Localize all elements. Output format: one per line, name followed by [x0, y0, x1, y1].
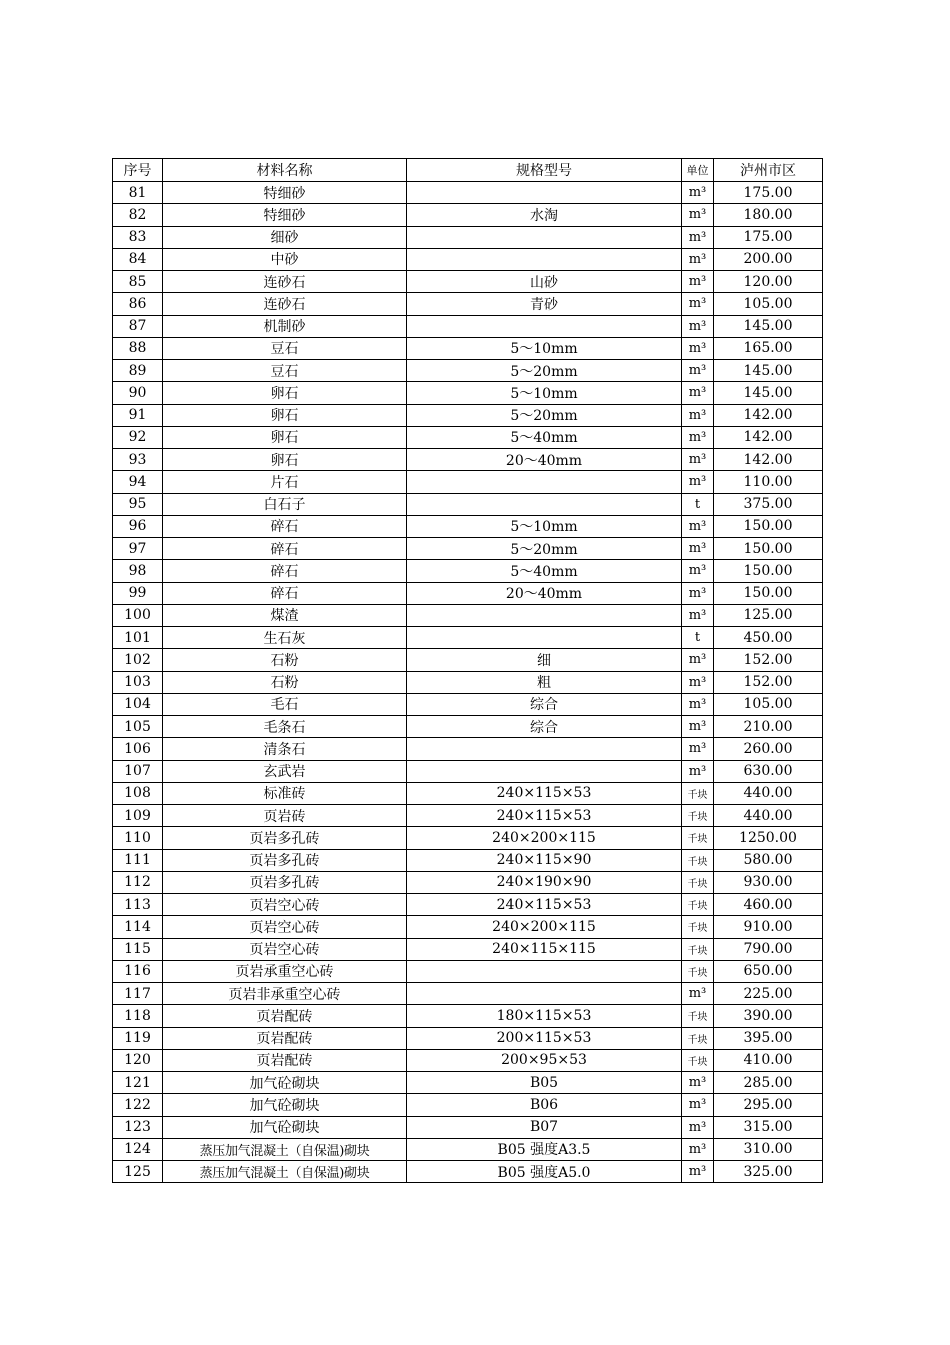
header-name: 材料名称 [163, 159, 407, 182]
cell-spec [407, 960, 682, 982]
cell-name: 页岩多孔砖 [163, 827, 407, 849]
cell-no: 113 [113, 894, 163, 916]
cell-no: 105 [113, 716, 163, 738]
table-row [113, 538, 823, 560]
cell-price: 150.00 [714, 582, 823, 604]
cell-unit: 千块 [682, 1027, 714, 1049]
cell-no: 118 [113, 1005, 163, 1027]
cell-no: 114 [113, 916, 163, 938]
table-row [113, 582, 823, 604]
cell-price: 125.00 [714, 604, 823, 626]
cell-spec: B05 强度A3.5 [407, 1138, 682, 1160]
cell-no: 117 [113, 983, 163, 1005]
cell-name: 碎石 [163, 538, 407, 560]
table-row [113, 493, 823, 515]
table-row [113, 1005, 823, 1027]
cell-price: 150.00 [714, 515, 823, 537]
table-row [113, 960, 823, 982]
table-row [113, 782, 823, 804]
table-row [113, 894, 823, 916]
cell-name: 加气砼砌块 [163, 1094, 407, 1116]
table-row [113, 337, 823, 359]
cell-unit: m³ [682, 760, 714, 782]
table-row [113, 226, 823, 248]
table-row [113, 1094, 823, 1116]
cell-spec: 240×115×53 [407, 782, 682, 804]
cell-no: 112 [113, 871, 163, 893]
cell-no: 97 [113, 538, 163, 560]
cell-price: 175.00 [714, 182, 823, 204]
cell-price: 145.00 [714, 315, 823, 337]
table-row [113, 271, 823, 293]
cell-name: 中砂 [163, 248, 407, 270]
cell-name: 页岩砖 [163, 805, 407, 827]
table-row [113, 360, 823, 382]
cell-spec: 山砂 [407, 271, 682, 293]
cell-spec: 5～40mm [407, 560, 682, 582]
cell-price: 142.00 [714, 449, 823, 471]
table-row [113, 515, 823, 537]
cell-name: 煤渣 [163, 604, 407, 626]
cell-price: 150.00 [714, 560, 823, 582]
cell-spec: 5～40mm [407, 426, 682, 448]
cell-unit: 千块 [682, 782, 714, 804]
cell-no: 110 [113, 827, 163, 849]
cell-spec: 240×115×53 [407, 805, 682, 827]
table-row [113, 1049, 823, 1071]
cell-no: 124 [113, 1138, 163, 1160]
cell-spec [407, 493, 682, 515]
cell-price: 315.00 [714, 1116, 823, 1138]
cell-name: 页岩配砖 [163, 1005, 407, 1027]
table-row [113, 938, 823, 960]
cell-no: 81 [113, 182, 163, 204]
cell-spec: 5～10mm [407, 515, 682, 537]
cell-unit: m³ [682, 1116, 714, 1138]
cell-unit: m³ [682, 471, 714, 493]
cell-name: 机制砂 [163, 315, 407, 337]
cell-name: 卵石 [163, 426, 407, 448]
cell-spec [407, 182, 682, 204]
header-spec: 规格型号 [407, 159, 682, 182]
cell-spec: 综合 [407, 693, 682, 715]
cell-no: 116 [113, 960, 163, 982]
cell-spec: 粗 [407, 671, 682, 693]
cell-price: 105.00 [714, 293, 823, 315]
cell-unit: 千块 [682, 871, 714, 893]
cell-unit: 千块 [682, 1049, 714, 1071]
cell-name: 石粉 [163, 671, 407, 693]
cell-spec [407, 738, 682, 760]
cell-spec: 5～10mm [407, 382, 682, 404]
table-row [113, 849, 823, 871]
table-row [113, 627, 823, 649]
cell-spec: 240×115×115 [407, 938, 682, 960]
cell-unit: m³ [682, 716, 714, 738]
cell-unit: m³ [682, 671, 714, 693]
table-row [113, 293, 823, 315]
table-row [113, 204, 823, 226]
cell-name: 卵石 [163, 382, 407, 404]
table-row [113, 1161, 823, 1183]
cell-name: 加气砼砌块 [163, 1116, 407, 1138]
table-row [113, 315, 823, 337]
cell-unit: 千块 [682, 849, 714, 871]
cell-no: 94 [113, 471, 163, 493]
cell-no: 106 [113, 738, 163, 760]
cell-no: 98 [113, 560, 163, 582]
cell-no: 88 [113, 337, 163, 359]
cell-spec: 5～20mm [407, 404, 682, 426]
cell-spec [407, 315, 682, 337]
cell-name: 页岩配砖 [163, 1027, 407, 1049]
table-row [113, 426, 823, 448]
header-unit: 单位 [682, 159, 714, 182]
cell-no: 83 [113, 226, 163, 248]
table-row [113, 471, 823, 493]
cell-unit: m³ [682, 360, 714, 382]
cell-no: 123 [113, 1116, 163, 1138]
cell-name: 页岩多孔砖 [163, 871, 407, 893]
cell-unit: m³ [682, 271, 714, 293]
table-row [113, 983, 823, 1005]
table-row [113, 671, 823, 693]
cell-spec: 5～10mm [407, 337, 682, 359]
table-row [113, 1116, 823, 1138]
cell-name: 豆石 [163, 360, 407, 382]
table-row [113, 693, 823, 715]
header-row [113, 159, 823, 182]
cell-name: 白石子 [163, 493, 407, 515]
table-row [113, 1072, 823, 1094]
cell-unit: 千块 [682, 938, 714, 960]
cell-name: 蒸压加气混凝土（自保温)砌块 [163, 1138, 407, 1160]
cell-unit: m³ [682, 1161, 714, 1183]
cell-no: 125 [113, 1161, 163, 1183]
cell-price: 310.00 [714, 1138, 823, 1160]
cell-spec [407, 627, 682, 649]
cell-name: 连砂石 [163, 293, 407, 315]
cell-price: 410.00 [714, 1049, 823, 1071]
cell-name: 毛条石 [163, 716, 407, 738]
cell-unit: m³ [682, 538, 714, 560]
cell-name: 细砂 [163, 226, 407, 248]
cell-price: 260.00 [714, 738, 823, 760]
cell-spec: 200×115×53 [407, 1027, 682, 1049]
cell-spec: B05 [407, 1072, 682, 1094]
cell-unit: m³ [682, 983, 714, 1005]
cell-price: 142.00 [714, 404, 823, 426]
cell-no: 91 [113, 404, 163, 426]
cell-spec: 5～20mm [407, 360, 682, 382]
cell-name: 豆石 [163, 337, 407, 359]
table-row [113, 827, 823, 849]
cell-spec [407, 226, 682, 248]
cell-price: 650.00 [714, 960, 823, 982]
cell-no: 107 [113, 760, 163, 782]
cell-price: 395.00 [714, 1027, 823, 1049]
cell-price: 142.00 [714, 426, 823, 448]
cell-name: 页岩非承重空心砖 [163, 983, 407, 1005]
header-price: 泸州市区 [714, 159, 823, 182]
cell-no: 108 [113, 782, 163, 804]
cell-name: 连砂石 [163, 271, 407, 293]
cell-no: 92 [113, 426, 163, 448]
cell-name: 页岩空心砖 [163, 938, 407, 960]
cell-price: 175.00 [714, 226, 823, 248]
cell-unit: m³ [682, 182, 714, 204]
cell-unit: 千块 [682, 805, 714, 827]
cell-spec: 水淘 [407, 204, 682, 226]
table-row [113, 738, 823, 760]
cell-price: 152.00 [714, 671, 823, 693]
cell-spec: 240×200×115 [407, 827, 682, 849]
cell-unit: m³ [682, 404, 714, 426]
cell-no: 101 [113, 627, 163, 649]
cell-price: 440.00 [714, 805, 823, 827]
cell-spec: 240×115×53 [407, 894, 682, 916]
cell-no: 95 [113, 493, 163, 515]
cell-name: 页岩空心砖 [163, 894, 407, 916]
cell-unit: m³ [682, 738, 714, 760]
table-row [113, 871, 823, 893]
table-row [113, 382, 823, 404]
table-row [113, 1138, 823, 1160]
cell-spec: B07 [407, 1116, 682, 1138]
cell-name: 页岩多孔砖 [163, 849, 407, 871]
cell-spec: 240×200×115 [407, 916, 682, 938]
cell-unit: m³ [682, 1094, 714, 1116]
cell-no: 100 [113, 604, 163, 626]
cell-name: 碎石 [163, 560, 407, 582]
cell-price: 930.00 [714, 871, 823, 893]
table-row [113, 760, 823, 782]
cell-spec: 综合 [407, 716, 682, 738]
cell-no: 122 [113, 1094, 163, 1116]
cell-price: 630.00 [714, 760, 823, 782]
cell-unit: m³ [682, 649, 714, 671]
cell-spec: 20～40mm [407, 449, 682, 471]
cell-spec: B06 [407, 1094, 682, 1116]
cell-no: 87 [113, 315, 163, 337]
table-row [113, 248, 823, 270]
header-no: 序号 [113, 159, 163, 182]
cell-no: 99 [113, 582, 163, 604]
cell-no: 89 [113, 360, 163, 382]
cell-price: 145.00 [714, 360, 823, 382]
cell-no: 119 [113, 1027, 163, 1049]
cell-spec: 细 [407, 649, 682, 671]
cell-unit: m³ [682, 693, 714, 715]
cell-name: 特细砂 [163, 204, 407, 226]
table-row [113, 805, 823, 827]
table-body [113, 182, 823, 1183]
cell-price: 105.00 [714, 693, 823, 715]
cell-spec: 240×115×90 [407, 849, 682, 871]
cell-unit: m³ [682, 293, 714, 315]
cell-unit: m³ [682, 515, 714, 537]
cell-name: 页岩配砖 [163, 1049, 407, 1071]
cell-no: 82 [113, 204, 163, 226]
price-table [112, 158, 823, 1183]
cell-name: 碎石 [163, 582, 407, 604]
cell-no: 120 [113, 1049, 163, 1071]
cell-spec: B05 强度A5.0 [407, 1161, 682, 1183]
cell-no: 86 [113, 293, 163, 315]
cell-price: 450.00 [714, 627, 823, 649]
cell-no: 111 [113, 849, 163, 871]
table-row [113, 916, 823, 938]
cell-price: 200.00 [714, 248, 823, 270]
cell-no: 93 [113, 449, 163, 471]
cell-no: 96 [113, 515, 163, 537]
cell-unit: t [682, 627, 714, 649]
cell-unit: m³ [682, 337, 714, 359]
cell-unit: m³ [682, 226, 714, 248]
cell-unit: m³ [682, 449, 714, 471]
cell-name: 玄武岩 [163, 760, 407, 782]
cell-spec: 20～40mm [407, 582, 682, 604]
cell-unit: m³ [682, 604, 714, 626]
table-row [113, 716, 823, 738]
cell-unit: m³ [682, 560, 714, 582]
cell-no: 103 [113, 671, 163, 693]
cell-spec: 青砂 [407, 293, 682, 315]
cell-name: 卵石 [163, 449, 407, 471]
cell-price: 1250.00 [714, 827, 823, 849]
cell-name: 片石 [163, 471, 407, 493]
table-row [113, 182, 823, 204]
table-row [113, 1027, 823, 1049]
cell-unit: m³ [682, 1138, 714, 1160]
cell-spec: 240×190×90 [407, 871, 682, 893]
cell-unit: 千块 [682, 960, 714, 982]
cell-unit: 千块 [682, 916, 714, 938]
cell-no: 85 [113, 271, 163, 293]
cell-price: 910.00 [714, 916, 823, 938]
cell-price: 180.00 [714, 204, 823, 226]
cell-name: 加气砼砌块 [163, 1072, 407, 1094]
cell-spec [407, 604, 682, 626]
cell-price: 165.00 [714, 337, 823, 359]
cell-no: 90 [113, 382, 163, 404]
cell-price: 120.00 [714, 271, 823, 293]
cell-price: 580.00 [714, 849, 823, 871]
cell-name: 特细砂 [163, 182, 407, 204]
table-row [113, 560, 823, 582]
cell-price: 145.00 [714, 382, 823, 404]
cell-no: 104 [113, 693, 163, 715]
cell-name: 毛石 [163, 693, 407, 715]
cell-unit: m³ [682, 1072, 714, 1094]
cell-spec [407, 248, 682, 270]
cell-no: 121 [113, 1072, 163, 1094]
cell-unit: 千块 [682, 894, 714, 916]
cell-no: 102 [113, 649, 163, 671]
cell-name: 页岩承重空心砖 [163, 960, 407, 982]
cell-unit: m³ [682, 382, 714, 404]
cell-name: 清条石 [163, 738, 407, 760]
cell-price: 295.00 [714, 1094, 823, 1116]
cell-name: 石粉 [163, 649, 407, 671]
cell-price: 150.00 [714, 538, 823, 560]
cell-no: 84 [113, 248, 163, 270]
cell-price: 225.00 [714, 983, 823, 1005]
cell-unit: m³ [682, 248, 714, 270]
cell-price: 210.00 [714, 716, 823, 738]
cell-price: 110.00 [714, 471, 823, 493]
cell-unit: m³ [682, 582, 714, 604]
cell-unit: 千块 [682, 1005, 714, 1027]
cell-price: 790.00 [714, 938, 823, 960]
table-row [113, 649, 823, 671]
cell-spec: 200×95×53 [407, 1049, 682, 1071]
cell-spec [407, 471, 682, 493]
table-row [113, 604, 823, 626]
cell-name: 标准砖 [163, 782, 407, 804]
cell-name: 蒸压加气混凝土（自保温)砌块 [163, 1161, 407, 1183]
cell-price: 285.00 [714, 1072, 823, 1094]
cell-price: 152.00 [714, 649, 823, 671]
cell-price: 375.00 [714, 493, 823, 515]
cell-unit: m³ [682, 315, 714, 337]
cell-name: 卵石 [163, 404, 407, 426]
cell-price: 325.00 [714, 1161, 823, 1183]
cell-unit: 千块 [682, 827, 714, 849]
cell-spec [407, 983, 682, 1005]
cell-name: 碎石 [163, 515, 407, 537]
cell-spec: 5～20mm [407, 538, 682, 560]
cell-name: 页岩空心砖 [163, 916, 407, 938]
cell-spec [407, 760, 682, 782]
table-row [113, 449, 823, 471]
cell-price: 440.00 [714, 782, 823, 804]
cell-price: 460.00 [714, 894, 823, 916]
cell-unit: m³ [682, 204, 714, 226]
cell-no: 109 [113, 805, 163, 827]
cell-unit: m³ [682, 426, 714, 448]
cell-spec: 180×115×53 [407, 1005, 682, 1027]
table-row [113, 404, 823, 426]
cell-price: 390.00 [714, 1005, 823, 1027]
cell-name: 生石灰 [163, 627, 407, 649]
cell-no: 115 [113, 938, 163, 960]
cell-unit: t [682, 493, 714, 515]
